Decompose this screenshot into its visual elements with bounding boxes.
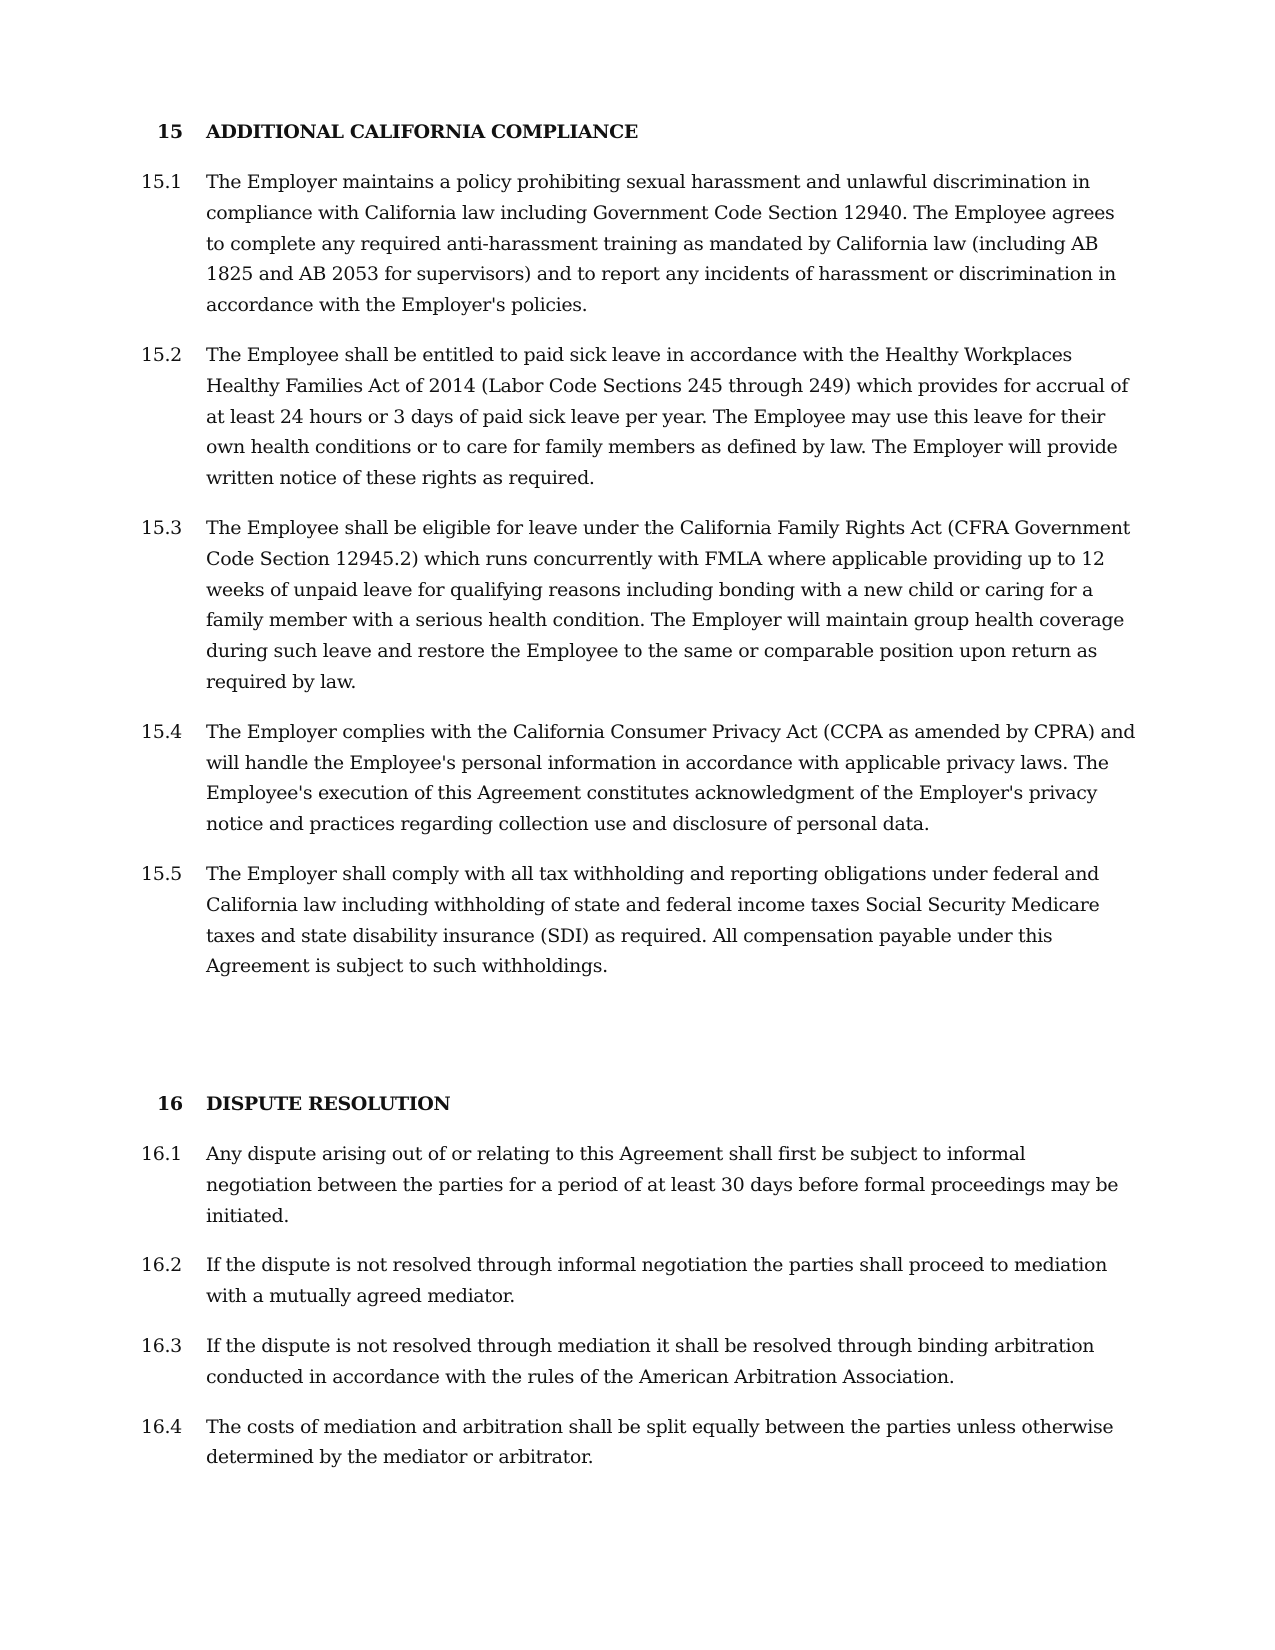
- clause-number: 16.3: [141, 1334, 182, 1357]
- clause-16-3: [0, 1331, 1275, 1393]
- clause-15-1: [0, 167, 1275, 321]
- clause-number: 15.1: [141, 171, 182, 193]
- section-title: DISPUTE RESOLUTION: [206, 1093, 451, 1115]
- section-15: [0, 117, 1275, 982]
- clause-text: The Employer complies with the California Consumer Privacy Act (CCPA as amended by CPRA) and will handle the Employee's personal information in accordance with applicable privacy laws. The Employee's execution of this Agreement constitutes acknowledgment of the Employer's privacy notice and practices regarding collection use and disclosure of personal data.: [206, 720, 1136, 836]
- clause-number: 15.3: [141, 516, 182, 539]
- clause-15-4: [0, 717, 1275, 840]
- clause-number: 15.5: [141, 862, 182, 885]
- section-heading: [0, 1089, 1275, 1119]
- clause-text: If the dispute is not resolved through informal negotiation the parties shall proceed to mediation with a mutually agreed mediator.: [206, 1254, 1108, 1308]
- clause-16-4: [0, 1412, 1275, 1474]
- clause-16-2: [0, 1250, 1275, 1312]
- clause-number: 15.2: [141, 343, 182, 366]
- clause-text: Any dispute arising out of or relating to this Agreement shall first be subject to informal negotiation between the parties for a period of at least 30 days before formal proceedings may be initiated.: [206, 1143, 1119, 1227]
- clause-number: 15.4: [141, 720, 182, 743]
- clause-16-1: [0, 1139, 1275, 1231]
- clause-text: If the dispute is not resolved through mediation it shall be resolved through binding arbitration conducted in accordance with the rules of the American Arbitration Association.: [206, 1334, 1095, 1388]
- clause-15-2: [0, 340, 1275, 494]
- section-16: [0, 1089, 1275, 1473]
- section-heading: [0, 117, 1275, 147]
- section-number: 15: [157, 121, 183, 143]
- clause-number: 16.2: [141, 1254, 182, 1277]
- clause-text: The Employer maintains a policy prohibiting sexual harassment and unlawful discrimination in compliance with California law including Government Code Section 12940. The Employee agrees to complete any required anti-harassment training as mandated by California law (including AB 1825 and AB 2053 for supervisors) and to report any incidents of harassment or discrimination in accordance with the Employer's policies.: [206, 171, 1116, 317]
- clause-text: The Employee shall be entitled to paid sick leave in accordance with the Healthy Workplaces Healthy Families Act of 2014 (Labor Code Sections 245 through 249) which provides for accrual of at least 24 hours or 3 days of paid sick leave per year. The Employee may use this leave for their own health conditions or to care for family members as defined by law. The Employer will provide written notice of these rights as required.: [206, 343, 1129, 490]
- clause-15-5: [0, 859, 1275, 982]
- section-title: ADDITIONAL CALIFORNIA COMPLIANCE: [206, 121, 638, 143]
- clause-number: 16.4: [141, 1415, 182, 1438]
- clause-text: The Employer shall comply with all tax withholding and reporting obligations under federal and California law including withholding of state and federal income taxes Social Security Medicare taxes and state disability insurance (SDI) as required. All compensation payable under this Agreement is subject to such withholdings.: [206, 862, 1100, 978]
- clause-15-3: [0, 513, 1275, 698]
- clause-number: 16.1: [141, 1143, 182, 1165]
- clause-text: The costs of mediation and arbitration shall be split equally between the parties unless otherwise determined by the mediator or arbitrator.: [206, 1415, 1114, 1469]
- section-number: 16: [157, 1093, 183, 1115]
- clause-text: The Employee shall be eligible for leave under the California Family Rights Act (CFRA Government Code Section 12945.2) which runs concurrently with FMLA where applicable providing up to 12 weeks of unpaid leave for qualifying reasons including bonding with a new child or caring for a family member with a serious health condition. The Employer will maintain group health coverage during such leave and restore the Employee to the same or comparable position upon return as required by law.: [206, 516, 1130, 693]
